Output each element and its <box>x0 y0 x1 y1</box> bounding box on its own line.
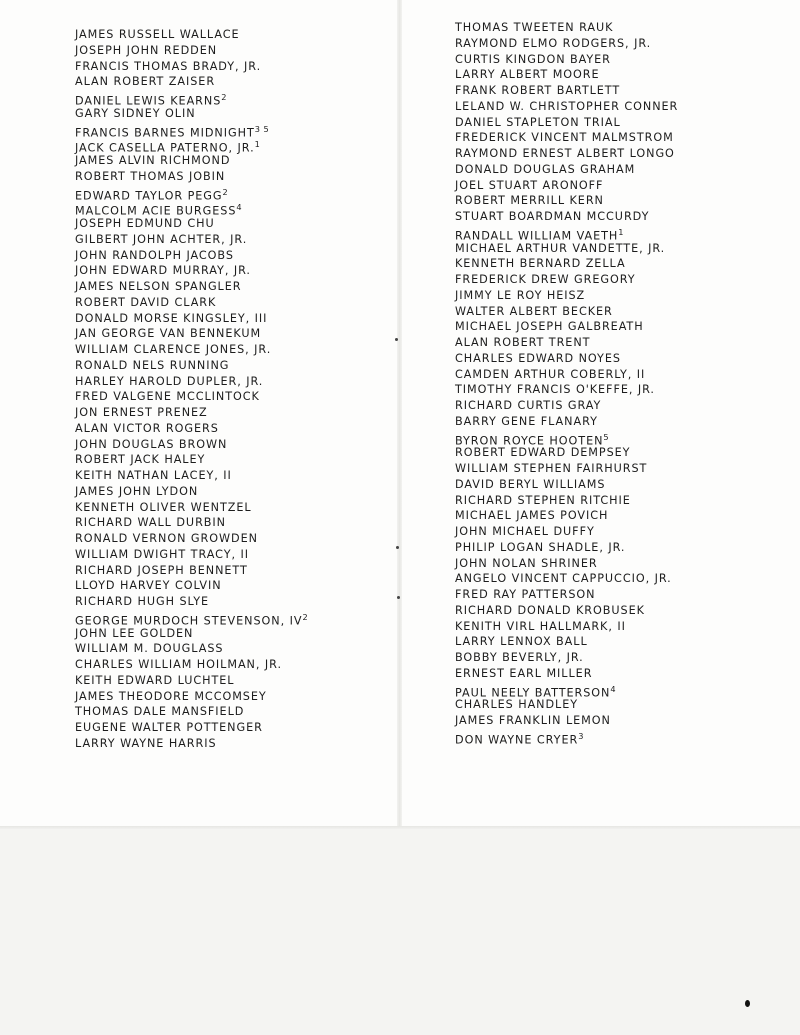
name-entry <box>75 295 308 311</box>
name-text: JAN GEORGE VAN BENNEKUM <box>75 327 262 341</box>
scan-mark <box>396 546 399 549</box>
name-text: CAMDEN ARTHUR COBERLY, II <box>455 367 646 381</box>
name-text: RONALD NELS RUNNING <box>75 358 230 372</box>
name-entry <box>455 288 678 304</box>
name-text: DONALD DOUGLAS GRAHAM <box>455 162 636 176</box>
name-text: HARLEY HAROLD DUPLER, JR. <box>75 374 264 388</box>
name-text: GARY SIDNEY OLIN <box>75 106 196 120</box>
footnote-marker: 4 <box>236 202 243 213</box>
name-entry <box>75 232 308 248</box>
name-entry <box>75 248 308 264</box>
footnote-marker: 3 <box>578 730 584 741</box>
name-text: EUGENE WALTER POTTENGER <box>75 721 263 734</box>
footnote-marker: 3 5 <box>254 123 270 134</box>
name-entry <box>455 571 678 587</box>
name-text: FREDERICK VINCENT MALMSTROM <box>455 131 674 145</box>
name-text: WILLIAM STEPHEN FAIRHURST <box>455 462 648 475</box>
name-entry <box>455 729 678 745</box>
name-text: ERNEST EARL MILLER <box>455 666 593 680</box>
name-entry <box>75 279 308 295</box>
name-entry <box>75 200 308 216</box>
name-text: ANGELO VINCENT CAPPUCCIO, JR. <box>455 572 672 586</box>
footnote-marker: 2 <box>302 611 309 622</box>
page-gutter <box>397 0 402 828</box>
name-entry <box>455 713 678 729</box>
name-entry <box>75 531 308 547</box>
name-entry <box>455 209 678 225</box>
name-entry <box>455 241 678 257</box>
name-text: KENNETH OLIVER WENTZEL <box>75 500 252 514</box>
name-text: MICHAEL JAMES POVICH <box>455 509 609 523</box>
name-entry <box>75 342 308 358</box>
name-entry <box>455 398 678 414</box>
name-entry <box>75 720 308 736</box>
name-text: ROBERT MERRILL KERN <box>455 194 604 208</box>
name-text: CURTIS KINGDON BAYER <box>455 52 611 66</box>
name-entry <box>75 578 308 594</box>
name-text: RAYMOND ELMO RODGERS, JR. <box>455 36 652 50</box>
name-entry <box>75 311 308 327</box>
name-text: JIMMY LE ROY HEISZ <box>455 288 586 302</box>
name-entry <box>75 484 308 500</box>
name-entry <box>455 634 678 650</box>
left-name-column <box>75 27 308 752</box>
name-text: WILLIAM M. DOUGLASS <box>75 642 224 656</box>
name-text: JACK CASELLA PATERNO, JR. <box>75 141 255 155</box>
name-entry <box>455 272 678 288</box>
name-entry <box>75 704 308 720</box>
name-text: JOHN DOUGLAS BROWN <box>75 437 228 451</box>
name-text: ROBERT THOMAS JOBIN <box>75 169 226 183</box>
name-text: DANIEL STAPLETON TRIAL <box>455 115 621 129</box>
name-text: FRANCIS BARNES MIDNIGHT <box>75 126 255 140</box>
name-text: FRANCIS THOMAS BRADY, JR. <box>75 59 262 73</box>
name-entry <box>75 500 308 516</box>
name-text: JOSEPH EDMUND CHU <box>75 217 215 230</box>
name-text: LARRY ALBERT MOORE <box>455 68 600 82</box>
scan-mark <box>395 338 398 341</box>
name-entry <box>75 169 308 185</box>
name-entry <box>455 666 678 682</box>
name-entry <box>75 59 308 75</box>
name-text: WALTER ALBERT BECKER <box>455 304 613 318</box>
name-text: RANDALL WILLIAM VAETH <box>455 229 619 243</box>
name-text: KEITH EDWARD LUCHTEL <box>75 673 235 687</box>
name-entry <box>455 556 678 572</box>
name-text: JAMES JOHN LYDON <box>75 484 199 498</box>
name-entry <box>75 736 308 752</box>
name-entry <box>455 52 678 68</box>
name-text: RICHARD DONALD KROBUSEK <box>455 603 645 617</box>
name-text: JOEL STUART ARONOFF <box>455 178 604 192</box>
name-text: CHARLES WILLIAM HOILMAN, JR. <box>75 658 282 671</box>
name-entry <box>75 626 308 642</box>
name-entry <box>75 610 308 626</box>
name-entry <box>455 367 678 383</box>
name-text: MICHAEL ARTHUR VANDETTE, JR. <box>455 241 666 255</box>
name-text: JAMES FRANKLIN LEMON <box>455 714 611 727</box>
name-entry <box>75 43 308 59</box>
name-text: RICHARD JOSEPH BENNETT <box>75 563 248 577</box>
name-entry <box>75 673 308 689</box>
name-text: FREDERICK DREW GREGORY <box>455 273 636 286</box>
name-entry <box>455 603 678 619</box>
name-entry <box>455 99 678 115</box>
footnote-marker: 4 <box>610 683 617 694</box>
name-entry <box>455 36 678 52</box>
name-entry <box>75 90 308 106</box>
name-text: MALCOLM ACIE BURGESS <box>75 204 237 218</box>
footnote-marker: 2 <box>221 92 227 102</box>
name-text: LLOYD HARVEY COLVIN <box>75 579 222 593</box>
name-entry <box>75 263 308 279</box>
name-entry <box>75 358 308 374</box>
name-entry <box>75 405 308 421</box>
name-text: LARRY WAYNE HARRIS <box>75 736 217 750</box>
name-entry <box>75 27 308 43</box>
sheet-edge <box>0 826 800 829</box>
name-entry <box>75 689 308 705</box>
name-entry <box>75 641 308 657</box>
name-entry <box>455 67 678 83</box>
name-entry <box>455 697 678 713</box>
name-text: DANIEL LEWIS KEARNS <box>75 94 222 108</box>
name-entry <box>75 106 308 122</box>
name-text: FRED RAY PATTERSON <box>455 588 596 601</box>
name-text: FRANK ROBERT BARTLETT <box>455 84 621 97</box>
name-text: STUART BOARDMAN MCCURDY <box>455 210 650 223</box>
name-text: JOSEPH JOHN REDDEN <box>75 43 218 57</box>
name-text: ROBERT DAVID CLARK <box>75 295 217 309</box>
name-entry <box>455 20 678 36</box>
name-text: BYRON ROYCE HOOTEN <box>455 434 604 448</box>
name-text: ROBERT EDWARD DEMPSEY <box>455 446 631 460</box>
name-entry <box>75 547 308 563</box>
footnote-marker: 1 <box>618 226 624 237</box>
name-entry <box>455 524 678 540</box>
name-text: ROBERT JACK HALEY <box>75 453 206 467</box>
name-entry <box>455 445 678 461</box>
right-name-column <box>455 20 678 745</box>
name-entry <box>75 374 308 390</box>
name-text: KENNETH BERNARD ZELLA <box>455 257 626 271</box>
name-entry <box>455 319 678 335</box>
name-entry <box>455 414 678 430</box>
name-entry <box>75 74 308 90</box>
name-text: PAUL NEELY BATTERSON <box>455 686 611 700</box>
name-entry <box>455 193 678 209</box>
footnote-marker: 2 <box>222 186 229 197</box>
name-entry <box>455 587 678 603</box>
name-entry <box>75 657 308 673</box>
name-entry <box>455 256 678 272</box>
name-text: RICHARD CURTIS GRAY <box>455 399 602 412</box>
name-text: JAMES RUSSELL WALLACE <box>75 28 240 41</box>
name-entry <box>75 389 308 405</box>
name-text: CHARLES EDWARD NOYES <box>455 351 621 365</box>
name-entry <box>75 437 308 453</box>
name-entry <box>75 421 308 437</box>
name-text: KEITH NATHAN LACEY, II <box>75 469 232 482</box>
name-text: TIMOTHY FRANCIS O'KEFFE, JR. <box>455 383 655 397</box>
footnote-marker: 5 <box>603 431 610 442</box>
name-entry <box>455 540 678 556</box>
name-text: JOHN LEE GOLDEN <box>75 626 194 640</box>
name-entry <box>455 461 678 477</box>
name-entry <box>75 452 308 468</box>
name-text: RICHARD STEPHEN RITCHIE <box>455 493 631 507</box>
name-entry <box>455 493 678 509</box>
name-entry <box>455 83 678 99</box>
name-entry <box>455 477 678 493</box>
name-text: DON WAYNE CRYER <box>455 733 579 747</box>
name-text: JOHN NOLAN SHRINER <box>455 556 598 570</box>
name-entry <box>75 216 308 232</box>
name-entry <box>455 178 678 194</box>
name-text: THOMAS TWEETEN RAUK <box>455 21 614 34</box>
name-text: ALAN ROBERT TRENT <box>455 336 591 349</box>
name-entry <box>455 619 678 635</box>
name-text: JAMES ALVIN RICHMOND <box>75 154 231 167</box>
name-entry <box>75 326 308 342</box>
name-entry <box>455 225 678 241</box>
name-text: RAYMOND ERNEST ALBERT LONGO <box>455 147 675 160</box>
name-entry <box>455 430 678 446</box>
name-entry <box>455 115 678 131</box>
name-entry <box>75 515 308 531</box>
name-entry <box>455 130 678 146</box>
name-entry <box>455 304 678 320</box>
name-entry <box>75 563 308 579</box>
name-entry <box>75 153 308 169</box>
name-text: JOHN MICHAEL DUFFY <box>455 525 595 538</box>
name-text: JAMES NELSON SPANGLER <box>75 280 242 293</box>
name-text: THOMAS DALE MANSFIELD <box>75 705 245 719</box>
name-text: EDWARD TAYLOR PEGG <box>75 189 223 203</box>
name-entry <box>75 185 308 201</box>
name-text: KENITH VIRL HALLMARK, II <box>455 619 626 633</box>
name-text: WILLIAM DWIGHT TRACY, II <box>75 547 250 561</box>
name-text: DONALD MORSE KINGSLEY, III <box>75 311 268 325</box>
name-text: ALAN VICTOR ROGERS <box>75 421 219 435</box>
name-text: RONALD VERNON GROWDEN <box>75 532 258 545</box>
name-text: JOHN EDWARD MURRAY, JR. <box>75 264 251 278</box>
name-text: FRED VALGENE MCCLINTOCK <box>75 390 260 404</box>
name-text: CHARLES HANDLEY <box>455 698 579 712</box>
name-entry <box>455 162 678 178</box>
name-text: GILBERT JOHN ACHTER, JR. <box>75 232 248 246</box>
name-text: JOHN RANDOLPH JACOBS <box>75 248 234 262</box>
name-text: ALAN ROBERT ZAISER <box>75 75 216 89</box>
name-entry <box>455 351 678 367</box>
name-entry <box>455 650 678 666</box>
name-text: RICHARD HUGH SLYE <box>75 595 210 608</box>
name-text: PHILIP LOGAN SHADLE, JR. <box>455 540 626 554</box>
name-text: JON ERNEST PRENEZ <box>75 406 208 419</box>
name-entry <box>75 468 308 484</box>
name-text: RICHARD WALL DURBIN <box>75 516 226 530</box>
scan-mark <box>397 596 400 599</box>
name-entry <box>455 146 678 162</box>
name-entry <box>75 122 308 138</box>
name-entry <box>455 508 678 524</box>
name-text: LARRY LENNOX BALL <box>455 635 588 649</box>
name-text: BOBBY BEVERLY, JR. <box>455 651 584 664</box>
name-text: LELAND W. CHRISTOPHER CONNER <box>455 99 679 113</box>
name-entry <box>455 682 678 698</box>
ink-speck <box>745 1000 750 1007</box>
footnote-marker: 1 <box>254 139 261 150</box>
name-entry <box>455 382 678 398</box>
name-text: BARRY GENE FLANARY <box>455 414 598 428</box>
name-text: MICHAEL JOSEPH GALBREATH <box>455 320 644 334</box>
name-entry <box>75 137 308 153</box>
name-entry <box>75 594 308 610</box>
name-text: GEORGE MURDOCH STEVENSON, IV <box>75 614 303 628</box>
name-text: JAMES THEODORE MCCOMSEY <box>75 689 267 703</box>
name-text: DAVID BERYL WILLIAMS <box>455 477 606 491</box>
name-text: WILLIAM CLARENCE JONES, JR. <box>75 343 272 356</box>
name-entry <box>455 335 678 351</box>
